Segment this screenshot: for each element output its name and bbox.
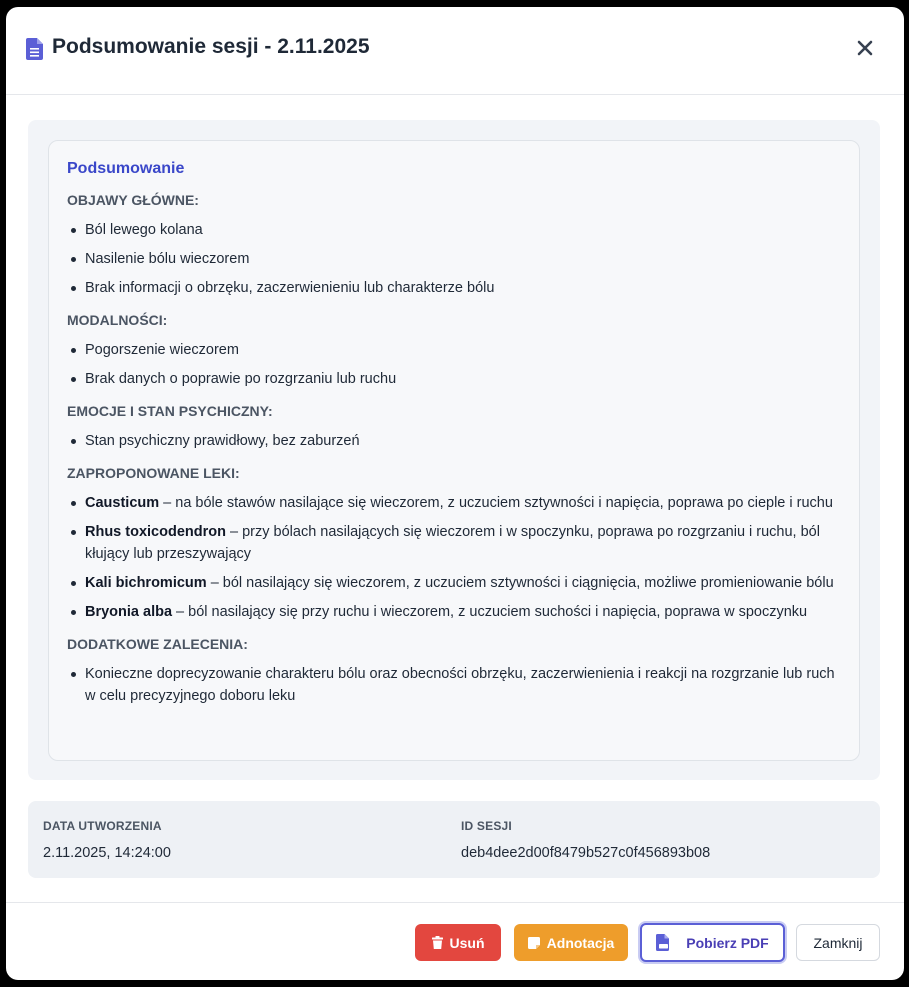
annotation-label: Adnotacja bbox=[546, 934, 615, 951]
document-icon bbox=[26, 38, 43, 60]
list-item bbox=[67, 601, 841, 623]
download-pdf-button[interactable] bbox=[640, 923, 785, 962]
modal-header bbox=[6, 7, 904, 95]
list-item bbox=[67, 572, 841, 594]
note-icon bbox=[528, 937, 540, 949]
list-item-text: – ból nasilający się wieczorem, z uczuciem sztywności i ciągnięcia, możliwe promieniowanie bólu bbox=[206, 575, 834, 591]
remedy-name: Bryonia alba bbox=[85, 604, 173, 620]
list-item-text: Nasilenie bólu wieczorem bbox=[85, 251, 250, 267]
close-label: Zamknij bbox=[813, 934, 863, 951]
list-item-text: – na bóle stawów nasilające się wieczorem, z uczuciem sztywności i napięcia, poprawa po cieple i ruchu bbox=[159, 495, 833, 511]
remedy-name: Rhus toxicodendron bbox=[85, 524, 226, 540]
list-item bbox=[67, 521, 841, 565]
pdf-label: Pobierz PDF bbox=[686, 934, 769, 951]
session-id-label: ID SESJI bbox=[461, 819, 512, 833]
list-item bbox=[67, 663, 841, 707]
section-heading: OBJAWY GŁÓWNE: bbox=[67, 192, 199, 208]
section-heading: ZAPROPONOWANE LEKI: bbox=[67, 465, 240, 481]
list-item bbox=[67, 368, 841, 390]
section-list bbox=[67, 430, 841, 452]
list-item-text: – przy bólach nasilających się wieczorem i w spoczynku, poprawa po rozgrzaniu i ruchu, ból kłujący lub przeszywający bbox=[85, 524, 820, 562]
created-value: 2.11.2025, 14:24:00 bbox=[43, 845, 171, 861]
section-list bbox=[67, 492, 841, 623]
created-label: DATA UTWORZENIA bbox=[43, 819, 162, 833]
list-item bbox=[67, 219, 841, 241]
section-list bbox=[67, 219, 841, 299]
list-item-text: Stan psychiczny prawidłowy, bez zaburzeń bbox=[85, 433, 360, 449]
summary-card bbox=[48, 140, 860, 761]
summary-title: Podsumowanie bbox=[67, 160, 185, 177]
section-list bbox=[67, 339, 841, 390]
list-item bbox=[67, 277, 841, 299]
summary-panel bbox=[28, 120, 880, 780]
remedy-name: Kali bichromicum bbox=[85, 575, 207, 591]
close-icon[interactable] bbox=[856, 39, 874, 57]
section-list bbox=[67, 663, 841, 707]
trash-icon bbox=[432, 936, 443, 949]
list-item-text: Brak informacji o obrzęku, zaczerwienieniu lub charakterze bólu bbox=[85, 280, 495, 296]
remedy-name: Causticum bbox=[85, 495, 160, 511]
section-heading: MODALNOŚCI: bbox=[67, 312, 168, 328]
list-item-text: Ból lewego kolana bbox=[85, 222, 203, 238]
annotation-button[interactable] bbox=[514, 924, 628, 961]
session-meta bbox=[28, 801, 880, 878]
section-heading: EMOCJE I STAN PSYCHICZNY: bbox=[67, 403, 273, 419]
list-item-text: Konieczne doprecyzowanie charakteru bólu oraz obecności obrzęku, zaczerwienienia i reakcji na rozgrzanie lub ruch w celu precyzyjnego doboru leku bbox=[85, 666, 835, 704]
session-summary-modal bbox=[6, 7, 904, 980]
list-item-text: Brak danych o poprawie po rozgrzaniu lub ruchu bbox=[85, 371, 397, 387]
modal-title: Podsumowanie sesji - 2.11.2025 bbox=[52, 34, 370, 58]
modal-footer bbox=[6, 902, 904, 980]
list-item bbox=[67, 339, 841, 361]
section-heading: DODATKOWE ZALECENIA: bbox=[67, 636, 248, 652]
list-item-text: Pogorszenie wieczorem bbox=[85, 342, 239, 358]
session-id-value: deb4dee2d00f8479b527c0f456893b08 bbox=[461, 845, 711, 861]
summary-sections bbox=[67, 191, 841, 707]
delete-button[interactable] bbox=[415, 924, 501, 961]
pdf-file-icon bbox=[656, 934, 670, 951]
created-date bbox=[43, 819, 171, 861]
list-item bbox=[67, 430, 841, 452]
list-item-text: – ból nasilający się przy ruchu i wieczorem, z uczuciem suchości i napięcia, poprawa w spoczynku bbox=[172, 604, 808, 620]
delete-label: Usuń bbox=[449, 934, 485, 951]
session-id bbox=[461, 819, 710, 861]
list-item bbox=[67, 248, 841, 270]
list-item bbox=[67, 492, 841, 514]
close-button[interactable] bbox=[796, 924, 880, 961]
